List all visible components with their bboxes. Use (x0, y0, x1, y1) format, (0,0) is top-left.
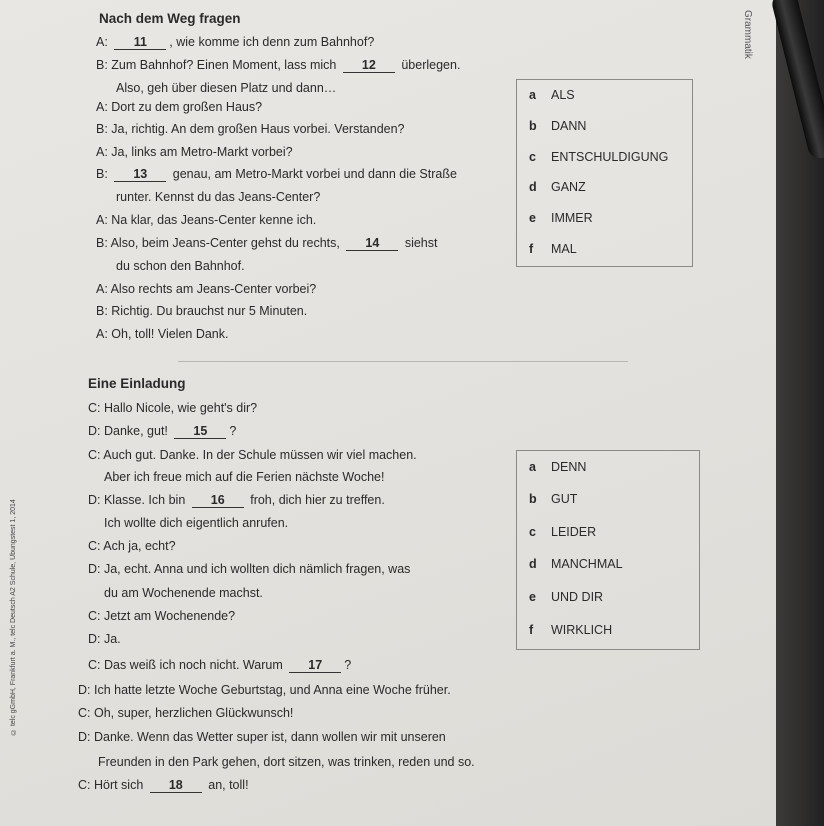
dialogue-line (96, 34, 374, 50)
gap-13[interactable]: 13 (114, 168, 166, 182)
dialogue-line: C: Oh, super, herzlichen Glückwunsch! (78, 706, 294, 720)
line-text: froh, dich hier zu treffen. (246, 493, 385, 507)
line-text: siehst (401, 236, 438, 250)
line-text: ? (229, 424, 237, 438)
option-letter: f (529, 623, 534, 637)
dialogue-line: du schon den Bahnhof. (116, 259, 245, 273)
dialogue-line: A: Oh, toll! Vielen Dank. (96, 327, 229, 341)
dialogue-line: C: Jetzt am Wochenende? (88, 609, 236, 623)
line-text: A: (96, 35, 112, 49)
dialogue-line: Also, geh über diesen Platz und dann… (116, 81, 337, 95)
dialogue-line: Freunden in den Park gehen, dort sitzen, was trinken, reden und so. (98, 755, 475, 769)
section2-options-box (516, 450, 700, 650)
gap-12[interactable]: 12 (343, 59, 395, 73)
option-e (529, 590, 603, 604)
dialogue-line (88, 423, 236, 439)
line-text: überlegen. (397, 58, 461, 72)
dialogue-line (96, 166, 457, 182)
option-c (529, 525, 596, 539)
dialogue-line: A: Also rechts am Jeans-Center vorbei? (96, 282, 317, 296)
gap-15[interactable]: 15 (174, 425, 226, 439)
line-text: D: Danke, gut! (88, 424, 172, 438)
dialogue-line: D: Ja, echt. Anna und ich wollten dich nämlich fragen, was (88, 562, 411, 576)
option-word: LEIDER (551, 525, 597, 539)
option-letter: c (529, 525, 536, 539)
option-word: ALS (551, 88, 575, 102)
dialogue-line: A: Na klar, das Jeans-Center kenne ich. (96, 213, 317, 227)
option-word: ENTSCHULDIGUNG (551, 150, 669, 164)
option-e (529, 211, 593, 225)
dialogue-line: Ich wollte dich eigentlich anrufen. (104, 516, 289, 530)
dialogue-line: C: Ach ja, echt? (88, 539, 176, 553)
option-f (529, 623, 612, 637)
option-letter: d (529, 180, 537, 194)
line-text: B: (96, 167, 112, 181)
line-text: genau, am Metro-Markt vorbei und dann die Straße (169, 167, 457, 181)
option-letter: e (529, 590, 536, 604)
dialogue-line: A: Ja, links am Metro-Markt vorbei? (96, 145, 293, 159)
dialogue-line: D: Ich hatte letzte Woche Geburtstag, und Anna eine Woche früher. (78, 683, 451, 697)
line-text: C: Hört sich (78, 778, 147, 792)
edge-text: Grammatik (742, 10, 753, 59)
section2-title: Eine Einladung (88, 376, 186, 391)
option-letter: b (529, 119, 537, 133)
line-text: D: Klasse. Ich bin (88, 493, 189, 507)
dialogue-line: du am Wochenende machst. (104, 586, 263, 600)
option-d (529, 557, 623, 571)
option-word: UND DIR (551, 590, 604, 604)
dialogue-line (88, 657, 351, 673)
option-letter: e (529, 211, 536, 225)
gap-16[interactable]: 16 (192, 494, 244, 508)
dialogue-line: D: Ja. (88, 632, 121, 646)
line-text: ? (344, 658, 352, 672)
option-word: DANN (551, 119, 587, 133)
option-b (529, 492, 577, 506)
dialogue-line (88, 492, 385, 508)
dialogue-line (96, 57, 460, 73)
section-divider (178, 361, 628, 362)
option-word: WIRKLICH (551, 623, 613, 637)
dialogue-line: C: Auch gut. Danke. In der Schule müssen wir viel machen. (88, 448, 417, 462)
line-text: , wie komme ich denn zum Bahnhof? (169, 35, 375, 49)
section1-options-box (516, 79, 693, 267)
section1-title: Nach dem Weg fragen (99, 11, 241, 26)
gap-18[interactable]: 18 (150, 779, 202, 793)
option-c (529, 150, 668, 164)
option-word: MAL (551, 242, 577, 256)
option-word: GANZ (551, 180, 586, 194)
line-text: an, toll! (204, 778, 249, 792)
option-d (529, 180, 586, 194)
dialogue-line: runter. Kennst du das Jeans-Center? (116, 190, 321, 204)
option-letter: c (529, 150, 536, 164)
gap-11[interactable]: 11 (114, 36, 166, 50)
option-letter: d (529, 557, 537, 571)
dialogue-line: C: Hallo Nicole, wie geht's dir? (88, 401, 258, 415)
option-letter: a (529, 460, 536, 474)
dialogue-line: Aber ich freue mich auf die Ferien nächste Woche! (104, 470, 385, 484)
gap-14[interactable]: 14 (346, 237, 398, 251)
option-a (529, 88, 575, 102)
option-a (529, 460, 586, 474)
dialogue-line: A: Dort zu dem großen Haus? (96, 100, 263, 114)
option-b (529, 119, 586, 133)
option-letter: a (529, 88, 536, 102)
option-letter: f (529, 242, 534, 256)
dialogue-line: B: Richtig. Du brauchst nur 5 Minuten. (96, 304, 308, 318)
copyright-note: © telc gGmbH, Frankfurt a. M., telc Deutsch A2 Schule, Übungstest 1, 2014 (10, 499, 17, 735)
dialogue-line: B: Ja, richtig. An dem großen Haus vorbei. Verstanden? (96, 122, 405, 136)
gap-17[interactable]: 17 (289, 659, 341, 673)
line-text: B: Also, beim Jeans-Center gehst du rechts, (96, 236, 344, 250)
option-word: GUT (551, 492, 578, 506)
line-text: B: Zum Bahnhof? Einen Moment, lass mich (96, 58, 340, 72)
option-letter: b (529, 492, 537, 506)
option-word: DENN (551, 460, 587, 474)
option-word: MANCHMAL (551, 557, 623, 571)
dialogue-line (78, 777, 249, 793)
line-text: C: Das weiß ich noch nicht. Warum (88, 658, 287, 672)
dialogue-line: D: Danke. Wenn das Wetter super ist, dann wollen wir mit unseren (78, 730, 446, 744)
option-f (529, 242, 577, 256)
option-word: IMMER (551, 211, 593, 225)
dialogue-line (96, 235, 438, 251)
